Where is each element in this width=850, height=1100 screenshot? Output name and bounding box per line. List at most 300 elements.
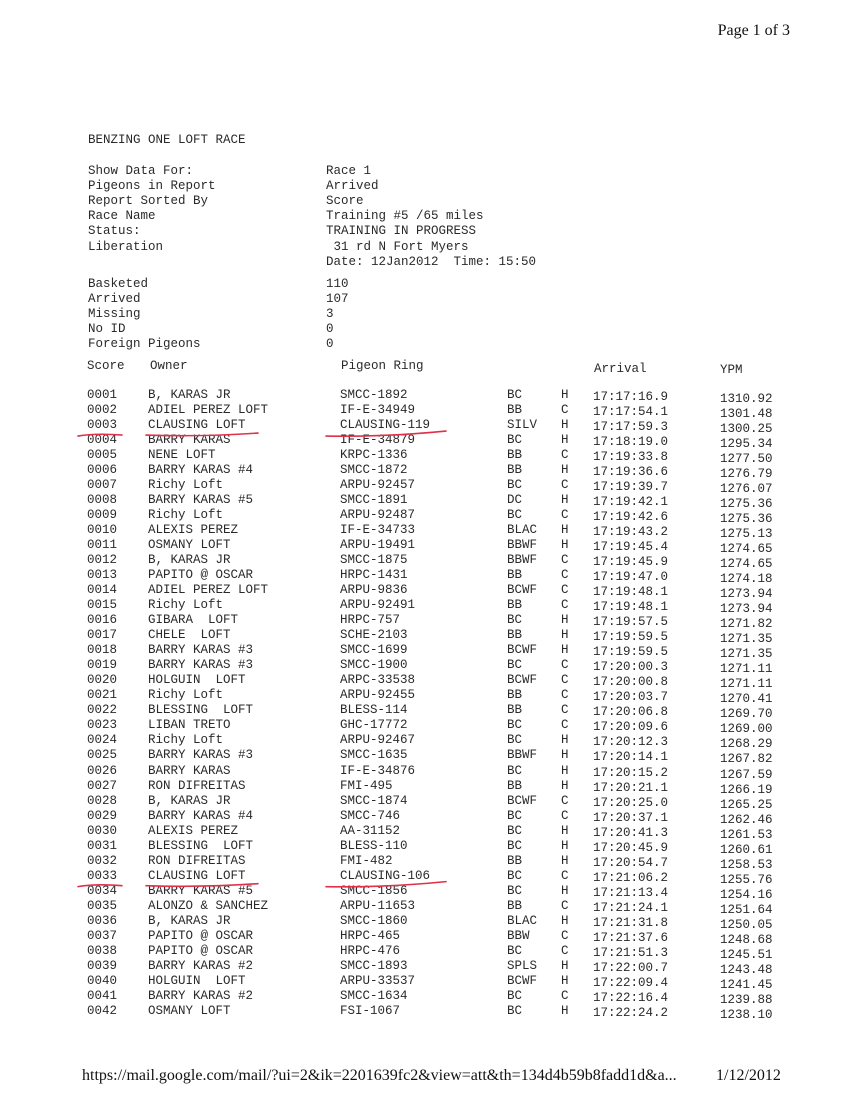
sex-cell: H xyxy=(561,853,569,868)
arrival-cell: 17:20:00.8 xyxy=(593,675,669,690)
arrival-cell: 17:20:14.1 xyxy=(593,750,669,765)
score-cell: 0016 xyxy=(87,613,118,628)
arrival-cell: 17:19:45.4 xyxy=(593,540,669,555)
sex-cell: H xyxy=(561,778,569,793)
owner-cell: PAPITO @ OSCAR xyxy=(148,943,254,958)
score-cell: 0036 xyxy=(87,913,118,928)
sex-cell: H xyxy=(561,613,569,628)
arrival-cell: 17:19:59.5 xyxy=(593,630,669,645)
color-cell: BB xyxy=(507,898,523,913)
table-row xyxy=(0,583,850,602)
ring-cell: CLAUSING-106 xyxy=(340,868,431,883)
color-cell: BC xyxy=(507,823,523,838)
ypm-cell: 1271.35 xyxy=(720,632,773,647)
ring-cell: HRPC-757 xyxy=(340,613,401,628)
owner-cell: B, KARAS JR xyxy=(148,553,231,568)
sex-cell: H xyxy=(561,973,569,988)
arrival-cell: 17:19:36.6 xyxy=(593,465,669,480)
score-cell: 0010 xyxy=(87,523,118,538)
owner-cell: CLAUSING LOFT xyxy=(148,418,246,433)
owner-cell: PAPITO @ OSCAR xyxy=(148,568,254,583)
sex-cell: H xyxy=(561,823,569,838)
score-cell: 0042 xyxy=(87,1003,118,1018)
color-cell: BBW xyxy=(507,928,530,943)
ring-cell: SMCC-1856 xyxy=(340,883,408,898)
owner-cell: BLESSING LOFT xyxy=(148,703,254,718)
score-cell: 0019 xyxy=(87,658,118,673)
score-cell: 0032 xyxy=(87,853,118,868)
ring-cell: ARPU-92467 xyxy=(340,733,416,748)
owner-cell: Richy Loft xyxy=(148,478,224,493)
ring-cell: CLAUSING-119 xyxy=(340,418,431,433)
score-cell: 0017 xyxy=(87,628,118,643)
table-row xyxy=(0,928,850,947)
ring-cell: IF-E-34876 xyxy=(340,763,416,778)
sex-cell: C xyxy=(561,478,569,493)
arrival-cell: 17:21:13.4 xyxy=(593,885,669,900)
ypm-cell: 1238.10 xyxy=(720,1007,773,1022)
score-cell: 0031 xyxy=(87,838,118,853)
ypm-cell: 1265.25 xyxy=(720,797,773,812)
arrival-cell: 17:19:42.6 xyxy=(593,510,669,525)
owner-cell: PAPITO @ OSCAR xyxy=(148,928,254,943)
arrival-cell: 17:19:48.1 xyxy=(593,585,669,600)
color-cell: BBWF xyxy=(507,748,538,763)
color-cell: BC xyxy=(507,718,523,733)
owner-cell: Richy Loft xyxy=(148,508,224,523)
ypm-cell: 1243.48 xyxy=(720,962,773,977)
ring-cell: SMCC-1892 xyxy=(340,388,408,402)
ring-cell: SMCC-746 xyxy=(340,808,401,823)
score-cell: 0041 xyxy=(87,988,118,1003)
ypm-cell: 1275.13 xyxy=(720,527,773,542)
arrival-cell: 17:17:16.9 xyxy=(593,390,669,404)
info-label: Basketed xyxy=(88,276,149,291)
info-value: TRAINING IN PROGRESS xyxy=(326,224,477,239)
color-cell: SPLS xyxy=(507,958,538,973)
ring-cell: KRPC-1336 xyxy=(340,448,408,463)
owner-cell: HOLGUIN LOFT xyxy=(148,673,246,688)
color-cell: BC xyxy=(507,883,523,898)
sex-cell: C xyxy=(561,568,569,583)
arrival-cell: 17:20:45.9 xyxy=(593,840,669,855)
owner-cell: ALONZO & SANCHEZ xyxy=(148,898,269,913)
table-row xyxy=(0,463,850,482)
ring-cell: SMCC-1874 xyxy=(340,793,408,808)
color-cell: BC xyxy=(507,988,523,1003)
owner-cell: BARRY KARAS #4 xyxy=(148,463,254,478)
score-cell: 0003 xyxy=(87,418,118,433)
info-value: Arrived xyxy=(326,179,379,194)
arrival-cell: 17:19:42.1 xyxy=(593,495,669,510)
color-cell: BLAC xyxy=(507,913,538,928)
owner-cell: ALEXIS PEREZ xyxy=(148,523,239,538)
color-cell: DC xyxy=(507,493,523,508)
sex-cell: C xyxy=(561,688,569,703)
arrival-cell: 17:17:54.1 xyxy=(593,405,669,420)
owner-cell: LIBAN TRETO xyxy=(148,718,231,733)
sex-cell: H xyxy=(561,388,569,402)
ypm-cell: 1245.51 xyxy=(720,947,773,962)
ypm-cell: 1269.00 xyxy=(720,722,773,737)
ypm-cell: 1262.46 xyxy=(720,812,773,827)
ypm-cell: 1267.59 xyxy=(720,767,773,782)
table-row xyxy=(0,598,850,617)
owner-cell: BARRY KARAS #3 xyxy=(148,748,254,763)
ring-cell: HRPC-1431 xyxy=(340,568,408,583)
arrival-cell: 17:21:37.6 xyxy=(593,930,669,945)
table-row xyxy=(0,853,850,872)
ypm-cell: 1273.94 xyxy=(720,587,773,602)
arrival-cell: 17:20:03.7 xyxy=(593,690,669,705)
sex-cell: H xyxy=(561,538,569,553)
arrival-cell: 17:19:39.7 xyxy=(593,480,669,495)
table-row xyxy=(0,1003,850,1022)
color-cell: BC xyxy=(507,478,523,493)
info-value: Training #5 /65 miles xyxy=(326,209,484,224)
owner-cell: CLAUSING LOFT xyxy=(148,868,246,883)
ypm-cell: 1276.79 xyxy=(720,467,773,482)
col-header-ypm: YPM xyxy=(720,363,743,377)
sex-cell: C xyxy=(561,508,569,523)
arrival-cell: 17:19:57.5 xyxy=(593,615,669,630)
score-cell: 0034 xyxy=(87,883,118,898)
ring-cell: ARPC-33538 xyxy=(340,673,416,688)
owner-cell: OSMANY LOFT xyxy=(148,538,231,553)
sex-cell: C xyxy=(561,898,569,913)
table-row xyxy=(0,763,850,782)
score-cell: 0026 xyxy=(87,763,118,778)
arrival-cell: 17:17:59.3 xyxy=(593,420,669,435)
score-cell: 0004 xyxy=(87,433,118,448)
owner-cell: OSMANY LOFT xyxy=(148,1003,231,1018)
col-header-ring: Pigeon Ring xyxy=(341,359,424,373)
sex-cell: H xyxy=(561,958,569,973)
sex-cell: H xyxy=(561,463,569,478)
score-cell: 0001 xyxy=(87,388,118,402)
owner-cell: Richy Loft xyxy=(148,733,224,748)
table-row xyxy=(0,703,850,722)
sex-cell: C xyxy=(561,988,569,1003)
score-cell: 0038 xyxy=(87,943,118,958)
owner-cell: CHELE LOFT xyxy=(148,628,231,643)
ring-cell: FMI-495 xyxy=(340,778,393,793)
score-cell: 0030 xyxy=(87,823,118,838)
color-cell: BC xyxy=(507,388,523,402)
color-cell: BC xyxy=(507,1003,523,1018)
table-row xyxy=(0,943,850,962)
table-row xyxy=(0,898,850,917)
score-cell: 0006 xyxy=(87,463,118,478)
arrival-cell: 17:19:47.0 xyxy=(593,570,669,585)
score-cell: 0008 xyxy=(87,493,118,508)
ypm-cell: 1241.45 xyxy=(720,977,773,992)
sex-cell: C xyxy=(561,673,569,688)
color-cell: BBWF xyxy=(507,538,538,553)
score-cell: 0013 xyxy=(87,568,118,583)
ypm-cell: 1267.82 xyxy=(720,752,773,767)
color-cell: BC xyxy=(507,733,523,748)
arrival-cell: 17:20:06.8 xyxy=(593,705,669,720)
score-cell: 0033 xyxy=(87,868,118,883)
arrival-cell: 17:22:24.2 xyxy=(593,1005,669,1020)
sex-cell: H xyxy=(561,418,569,433)
color-cell: BC xyxy=(507,943,523,958)
sex-cell: H xyxy=(561,838,569,853)
ypm-cell: 1276.07 xyxy=(720,482,773,497)
table-row xyxy=(0,838,850,857)
owner-cell: BARRY KARAS #3 xyxy=(148,643,254,658)
owner-cell: ADIEL PEREZ LOFT xyxy=(148,583,269,598)
score-cell: 0022 xyxy=(87,703,118,718)
ypm-cell: 1270.41 xyxy=(720,692,773,707)
color-cell: BCWF xyxy=(507,673,538,688)
info-value: 3 xyxy=(326,306,334,321)
col-header-arrival: Arrival xyxy=(594,362,647,376)
ring-cell: ARPU-11653 xyxy=(340,898,416,913)
table-row xyxy=(0,613,850,632)
owner-cell: HOLGUIN LOFT xyxy=(148,973,246,988)
sex-cell: C xyxy=(561,598,569,613)
arrival-cell: 17:22:09.4 xyxy=(593,975,669,990)
arrival-cell: 17:19:43.2 xyxy=(593,525,669,540)
sex-cell: C xyxy=(561,403,569,418)
report-title: BENZING ONE LOFT RACE xyxy=(88,133,246,147)
table-row xyxy=(0,508,850,527)
owner-cell: BARRY KARAS #3 xyxy=(148,658,254,673)
sex-cell: C xyxy=(561,793,569,808)
table-row xyxy=(0,733,850,752)
color-cell: BCWF xyxy=(507,583,538,598)
owner-cell: BARRY KARAS #2 xyxy=(148,958,254,973)
color-cell: BC xyxy=(507,613,523,628)
arrival-cell: 17:19:33.8 xyxy=(593,450,669,465)
arrival-cell: 17:21:06.2 xyxy=(593,870,669,885)
owner-cell: BLESSING LOFT xyxy=(148,838,254,853)
table-row xyxy=(0,448,850,467)
ypm-cell: 1258.53 xyxy=(720,857,773,872)
ring-cell: IF-E-34733 xyxy=(340,523,416,538)
ring-cell: BLESS-110 xyxy=(340,838,408,853)
color-cell: BC xyxy=(507,763,523,778)
table-row xyxy=(0,433,850,452)
score-cell: 0037 xyxy=(87,928,118,943)
footer-date: 1/12/2012 xyxy=(716,1067,781,1084)
sex-cell: H xyxy=(561,1003,569,1018)
ring-cell: SMCC-1860 xyxy=(340,913,408,928)
ring-cell: SMCC-1875 xyxy=(340,553,408,568)
info-value: 31 rd N Fort Myers xyxy=(326,239,469,254)
score-cell: 0021 xyxy=(87,688,118,703)
score-cell: 0020 xyxy=(87,673,118,688)
sex-cell: H xyxy=(561,493,569,508)
info-label: Report Sorted By xyxy=(88,194,209,209)
owner-cell: ALEXIS PEREZ xyxy=(148,823,239,838)
score-cell: 0028 xyxy=(87,793,118,808)
sex-cell: C xyxy=(561,583,569,598)
table-row xyxy=(0,403,850,422)
table-row xyxy=(0,643,850,662)
arrival-cell: 17:21:24.1 xyxy=(593,900,669,915)
color-cell: BCWF xyxy=(507,643,538,658)
arrival-cell: 17:22:16.4 xyxy=(593,990,669,1005)
color-cell: BB xyxy=(507,853,523,868)
owner-cell: GIBARA LOFT xyxy=(148,613,239,628)
owner-cell: BARRY KARAS #2 xyxy=(148,988,254,1003)
ring-cell: SMCC-1634 xyxy=(340,988,408,1003)
info-label: Arrived xyxy=(88,291,141,306)
color-cell: BB xyxy=(507,703,523,718)
table-row xyxy=(0,808,850,827)
info-label: Show Data For: xyxy=(88,164,194,178)
table-row xyxy=(0,973,850,992)
arrival-cell: 17:20:12.3 xyxy=(593,735,669,750)
info-value: Date: 12Jan2012 Time: 15:50 xyxy=(326,254,537,269)
ypm-cell: 1260.61 xyxy=(720,842,773,857)
table-row xyxy=(0,478,850,497)
ring-cell: HRPC-465 xyxy=(340,928,401,943)
ring-cell: ARPU-92455 xyxy=(340,688,416,703)
color-cell: BLAC xyxy=(507,523,538,538)
ring-cell: SMCC-1699 xyxy=(340,643,408,658)
owner-cell: BARRY KARAS xyxy=(148,763,231,778)
score-cell: 0011 xyxy=(87,538,118,553)
owner-cell: NENE LOFT xyxy=(148,448,216,463)
color-cell: BCWF xyxy=(507,793,538,808)
ypm-cell: 1268.29 xyxy=(720,737,773,752)
score-cell: 0029 xyxy=(87,808,118,823)
table-row xyxy=(0,523,850,542)
owner-cell: B, KARAS JR xyxy=(148,793,231,808)
ypm-cell: 1266.19 xyxy=(720,782,773,797)
owner-cell: Richy Loft xyxy=(148,688,224,703)
color-cell: BB xyxy=(507,448,523,463)
sex-cell: C xyxy=(561,658,569,673)
ypm-cell: 1255.76 xyxy=(720,872,773,887)
table-row xyxy=(0,883,850,902)
info-value: 0 xyxy=(326,322,334,336)
color-cell: BB xyxy=(507,598,523,613)
color-cell: BB xyxy=(507,463,523,478)
table-row xyxy=(0,958,850,977)
ypm-cell: 1269.70 xyxy=(720,707,773,722)
color-cell: SILV xyxy=(507,418,538,433)
arrival-cell: 17:20:25.0 xyxy=(593,795,669,810)
color-cell: BCWF xyxy=(507,973,538,988)
color-cell: BB xyxy=(507,403,523,418)
info-label: Missing xyxy=(88,306,141,321)
table-row xyxy=(0,418,850,437)
ring-cell: IF-E-34949 xyxy=(340,403,416,418)
sex-cell: C xyxy=(561,553,569,568)
ypm-cell: 1310.92 xyxy=(720,392,773,406)
table-row xyxy=(0,913,850,932)
owner-cell: B, KARAS JR xyxy=(148,388,231,402)
sex-cell: C xyxy=(561,448,569,463)
table-row xyxy=(0,538,850,557)
sex-cell: H xyxy=(561,913,569,928)
color-cell: BBWF xyxy=(507,553,538,568)
sex-cell: C xyxy=(561,808,569,823)
info-label: Foreign Pigeons xyxy=(88,337,201,352)
arrival-cell: 17:20:41.3 xyxy=(593,825,669,840)
table-row xyxy=(0,778,850,797)
arrival-cell: 17:22:00.7 xyxy=(593,960,669,975)
owner-cell: RON DIFREITAS xyxy=(148,853,246,868)
table-row xyxy=(0,658,850,677)
ypm-cell: 1301.48 xyxy=(720,407,773,422)
score-cell: 0035 xyxy=(87,898,118,913)
arrival-cell: 17:20:54.7 xyxy=(593,855,669,870)
info-value: Score xyxy=(326,194,364,209)
ypm-cell: 1275.36 xyxy=(720,512,773,527)
col-header-owner: Owner xyxy=(150,359,188,373)
ring-cell: ARPU-92491 xyxy=(340,598,416,613)
info-label: Status: xyxy=(88,224,141,239)
ring-cell: SMCC-1635 xyxy=(340,748,408,763)
sex-cell: H xyxy=(561,733,569,748)
table-row xyxy=(0,388,850,406)
ring-cell: ARPU-92457 xyxy=(340,478,416,493)
page-number: Page 1 of 3 xyxy=(717,22,790,39)
sex-cell: H xyxy=(561,643,569,658)
score-cell: 0009 xyxy=(87,508,118,523)
ypm-cell: 1239.88 xyxy=(720,992,773,1007)
info-value: 0 xyxy=(326,337,334,352)
arrival-cell: 17:20:21.1 xyxy=(593,780,669,795)
score-cell: 0007 xyxy=(87,478,118,493)
color-cell: BC xyxy=(507,838,523,853)
score-cell: 0014 xyxy=(87,583,118,598)
sex-cell: H xyxy=(561,883,569,898)
info-label: Liberation xyxy=(88,239,164,254)
ypm-cell: 1271.11 xyxy=(720,662,773,677)
ring-cell: ARPU-9836 xyxy=(340,583,408,598)
sex-cell: H xyxy=(561,433,569,448)
ring-cell: SMCC-1872 xyxy=(340,463,408,478)
owner-cell: BARRY KARAS #4 xyxy=(148,808,254,823)
score-cell: 0018 xyxy=(87,643,118,658)
score-cell: 0012 xyxy=(87,553,118,568)
owner-cell: RON DIFREITAS xyxy=(148,778,246,793)
color-cell: BC xyxy=(507,808,523,823)
ypm-cell: 1248.68 xyxy=(720,932,773,947)
score-cell: 0002 xyxy=(87,403,118,418)
ypm-cell: 1274.18 xyxy=(720,572,773,587)
color-cell: BC xyxy=(507,433,523,448)
ypm-cell: 1275.36 xyxy=(720,497,773,512)
table-row xyxy=(0,673,850,692)
ring-cell: FMI-482 xyxy=(340,853,393,868)
color-cell: BB xyxy=(507,568,523,583)
sex-cell: H xyxy=(561,523,569,538)
col-header-score: Score xyxy=(87,359,125,373)
sex-cell: C xyxy=(561,703,569,718)
sex-cell: H xyxy=(561,628,569,643)
score-cell: 0025 xyxy=(87,748,118,763)
arrival-cell: 17:19:45.9 xyxy=(593,555,669,570)
info-value: 110 xyxy=(326,276,349,291)
score-cell: 0040 xyxy=(87,973,118,988)
color-cell: BB xyxy=(507,778,523,793)
table-row xyxy=(0,748,850,767)
info-label: No ID xyxy=(88,322,126,336)
arrival-cell: 17:18:19.0 xyxy=(593,435,669,450)
ypm-cell: 1271.35 xyxy=(720,647,773,662)
arrival-cell: 17:19:59.5 xyxy=(593,645,669,660)
color-cell: BC xyxy=(507,508,523,523)
ypm-cell: 1261.53 xyxy=(720,827,773,842)
